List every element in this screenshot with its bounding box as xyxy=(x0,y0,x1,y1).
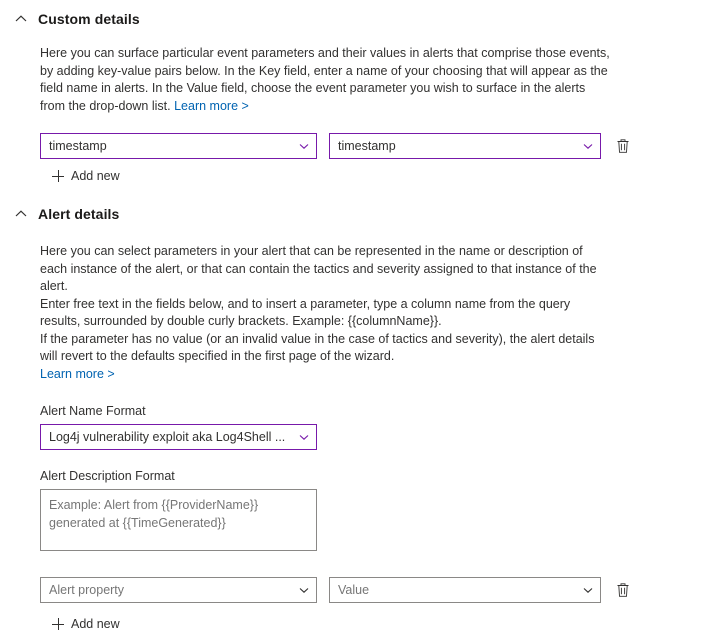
plus-icon xyxy=(52,618,64,630)
alert-value-field[interactable] xyxy=(329,577,601,603)
custom-details-description xyxy=(0,45,718,115)
alert-details-description xyxy=(0,243,718,383)
alert-description-format-label: Alert Description Format xyxy=(40,469,175,483)
custom-details-key-value: timestamp xyxy=(49,139,107,153)
alert-property-placeholder: Alert property xyxy=(49,583,125,597)
custom-details-add-new-label: Add new xyxy=(71,169,120,183)
alert-details-desc-line-3: alert. xyxy=(40,279,68,293)
trash-icon[interactable] xyxy=(613,135,633,157)
custom-details-pair-row xyxy=(0,133,633,159)
custom-details-desc-line-4 xyxy=(40,98,698,116)
alert-description-format-placeholder-line-1: Example: Alert from {{ProviderName}} xyxy=(49,498,259,512)
alert-description-format-textarea[interactable] xyxy=(40,489,317,551)
alert-property-pair-row xyxy=(0,577,633,603)
alert-details-title: Alert details xyxy=(38,206,120,222)
custom-details-add-new-button[interactable] xyxy=(0,169,120,183)
alert-details-desc-line-2: each instance of the alert, or that can contain the tactics and severity assigned to that instance of the xyxy=(40,261,597,276)
alert-details-section-header[interactable] xyxy=(0,206,119,222)
alert-details-add-new-button[interactable] xyxy=(0,617,120,631)
custom-details-section-header[interactable] xyxy=(0,11,140,27)
chevron-up-icon[interactable] xyxy=(14,12,28,26)
alert-description-format-placeholder-line-2: generated at {{TimeGenerated}} xyxy=(49,516,226,530)
custom-details-value-value: timestamp xyxy=(338,139,396,153)
alert-details-desc-line-5: results, surrounded by double curly brackets. Example: {{columnName}}. xyxy=(40,314,442,328)
alert-details-learn-more-line xyxy=(40,366,698,384)
alert-value-placeholder: Value xyxy=(338,583,370,597)
alert-name-format-value: Log4j vulnerability exploit aka Log4Shell ... xyxy=(49,430,286,444)
trash-icon[interactable] xyxy=(613,579,633,601)
alert-details-desc-line-1: Here you can select parameters in your alert that can be represented in the name or description of xyxy=(40,244,583,258)
alert-details-desc-line-7: will revert to the defaults specified in the first page of the wizard. xyxy=(40,349,395,363)
custom-details-desc-line-1: Here you can surface particular event parameters and their values in alerts that comprise those events, xyxy=(40,46,610,60)
custom-details-desc-line-2: by adding key-value pairs below. In the Key field, enter a name of your choosing that will appear as the xyxy=(40,63,608,78)
custom-details-title: Custom details xyxy=(38,11,140,27)
alert-details-desc-line-6: If the parameter has no value (or an invalid value in the case of tactics and severity), the alert details xyxy=(40,331,595,346)
custom-details-desc-line-3: field name in alerts. In the Value field, choose the event parameter you wish to surface in the alerts xyxy=(40,81,586,95)
alert-name-format-field[interactable] xyxy=(40,424,317,450)
alert-details-add-new-label: Add new xyxy=(71,617,120,631)
custom-details-value-field[interactable] xyxy=(329,133,601,159)
alert-details-learn-more-link[interactable]: Learn more > xyxy=(40,366,115,381)
plus-icon xyxy=(52,170,64,182)
alert-name-format-label: Alert Name Format xyxy=(40,404,146,418)
custom-details-desc-line-4-text: from the drop-down list. xyxy=(40,98,171,113)
custom-details-learn-more-link[interactable]: Learn more > xyxy=(174,98,249,113)
alert-details-desc-line-4: Enter free text in the fields below, and to insert a parameter, type a column name from the query xyxy=(40,296,571,311)
chevron-up-icon[interactable] xyxy=(14,207,28,221)
alert-property-field[interactable] xyxy=(40,577,317,603)
alert-name-format-row xyxy=(0,424,317,450)
custom-details-key-field[interactable] xyxy=(40,133,317,159)
